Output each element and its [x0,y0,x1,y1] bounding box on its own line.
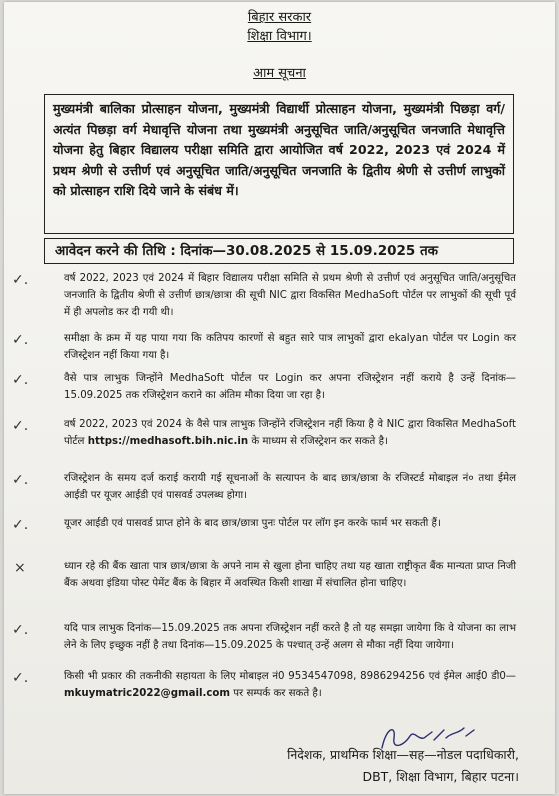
list-item: ✓. किसी भी प्रकार की तकनीकी सहायता के लिए मोबाइल नं0 9534547098, 8986294256 एवं ईमेल आई0 डी0—mkuymatric2022@gmail.com पर सम्पर्क कर सकते है। [12,670,516,699]
checkmark-icon: ✓. [12,517,29,533]
list-item: ✓. यदि पात्र लाभुक दिनांक—15.09.2025 तक अपना रजिस्ट्रेशन नहीं करते है तो यह समझा जायेगा कि वे योजना का लाभ लेने के लिए इच्छुक नहीं है तथा दिनांक—15.09.2025 के पश्चात् उन्हें अलग से मौका नहीं दिया जायेगा। [12,622,516,651]
subject-box [44,94,514,234]
checkmark-icon: ✓. [12,372,29,388]
email-link[interactable]: mkuymatric2022@gmail.com [64,688,231,699]
application-date-text: आवेदन करने की तिथि : दिनांक—30.08.2025 से 15.09.2025 तक [55,243,439,259]
list-item: ✓. वर्ष 2022, 2023 एवं 2024 में बिहार विद्यालय परीक्षा समिति से प्रथम श्रेणी से उत्तीर्ण एवं अनुसूचित जाति/अनुसूचित जनजाति के द्वितीय श्रेणी से उत्तीर्ण छात्र/छात्रा की सूची NIC द्वारा विकसित MedhaSoft पोर्टल पर लाभुकों की सूची पूर्व में ही अपलोड कर दी गयी थी। [12,272,516,318]
checkmark-icon: ✓. [12,670,29,686]
signatory-designation: निदेशक, प्राथमिक शिक्षा—सह—नोडल पदाधिकारी, [287,747,519,762]
cross-mark-icon: × [14,560,26,576]
checkmark-icon: ✓. [12,622,29,638]
notice-title: आम सूचना [253,66,306,81]
checkmark-icon: ✓. [12,332,29,348]
checkmark-icon: ✓. [12,472,29,488]
list-item: ✓. समीक्षा के क्रम में यह पाया गया कि कतिपय कारणों से बहुत सारे पात्र लाभुकों द्वारा ekalyan पोर्टल पर Login कर रजिस्ट्रेशन नहीं किया गया है। [12,332,516,361]
list-item: × ध्यान रहे की बैंक खाता पात्र छात्र/छात्रा के अपने नाम से खुला होना चाहिए तथा यह खाता राष्ट्रीकृत बैंक मान्यता प्राप्त निजी बैंक अथवा इंडिया पोस्ट पेमेंट बैंक के बिहार में अवस्थित किसी शाखा में संचालित होना चाहिए। [14,560,516,589]
subject-text: मुख्यमंत्री बालिका प्रोत्साहन योजना, मुख्यमंत्री विद्यार्थी प्रोत्साहन योजना, मुख्यमंत्री पिछड़ा वर्ग/अत्यंत पिछड़ा वर्ग मेधावृत्ति योजना तथा मुख्यमंत्री अनुसूचित जाति/अनुसूचित जनजाति मेधावृत्ति योजना हेतु बिहार विद्यालय परीक्षा समिति द्वारा आयोजित वर्ष 2022, 2023 एवं 2024 में प्रथम श्रेणी से उत्तीर्ण एवं अनुसूचित जाति/अनुसूचित जनजाति के द्वितीय श्रेणी से उत्तीर्ण लाभुकों को प्रोत्साहन राशि दिये जाने के संबंध में। [53,101,505,198]
list-item: ✓. रजिस्ट्रेशन के समय दर्ज कराई करायी गई सूचनाओं के सत्यापन के बाद छात्र/छात्रा के रजिस्टर्ड मोबाइल नं० तथा ईमेल आईडी पर यूजर आईडी एवं पासवर्ड उपलब्ध होगा। [12,472,516,501]
list-item: ✓. वैसे पात्र लाभुक जिन्होंने MedhaSoft पोर्टल पर Login कर अपना रजिस्ट्रेशन नहीं कराये है उन्हें दिनांक—15.09.2025 तक रजिस्ट्रेशन कराने का अंतिम मौका दिया जा रहा है। [12,372,516,401]
website-link[interactable]: https://medhasoft.bih.nic.in [87,436,249,447]
list-item: ✓. वर्ष 2022, 2023 एवं 2024 के वैसे पात्र लाभुक जिन्होंने रजिस्ट्रेशन नहीं किया है वे NIC द्वारा विकसित MedhaSoft पोर्टल https://medhasoft.bih.nic.in के माध्यम से रजिस्ट्रेशन कर सकते है। [12,418,516,447]
list-item: ✓. यूजर आईडी एवं पासवर्ड प्राप्त होने के बाद छात्र/छात्रा पुनः पोर्टल पर लॉग इन करके फार्म भर सकती हैं। [12,517,441,533]
application-date-box [44,238,514,264]
checkmark-icon: ✓. [12,418,29,434]
signatory-department: DBT, शिक्षा विभाग, बिहार पटना। [362,769,519,784]
notice-page [4,2,555,794]
government-heading: बिहार सरकार [247,10,312,25]
checkmark-icon: ✓. [12,272,29,288]
department-heading: शिक्षा विभाग। [247,29,312,44]
